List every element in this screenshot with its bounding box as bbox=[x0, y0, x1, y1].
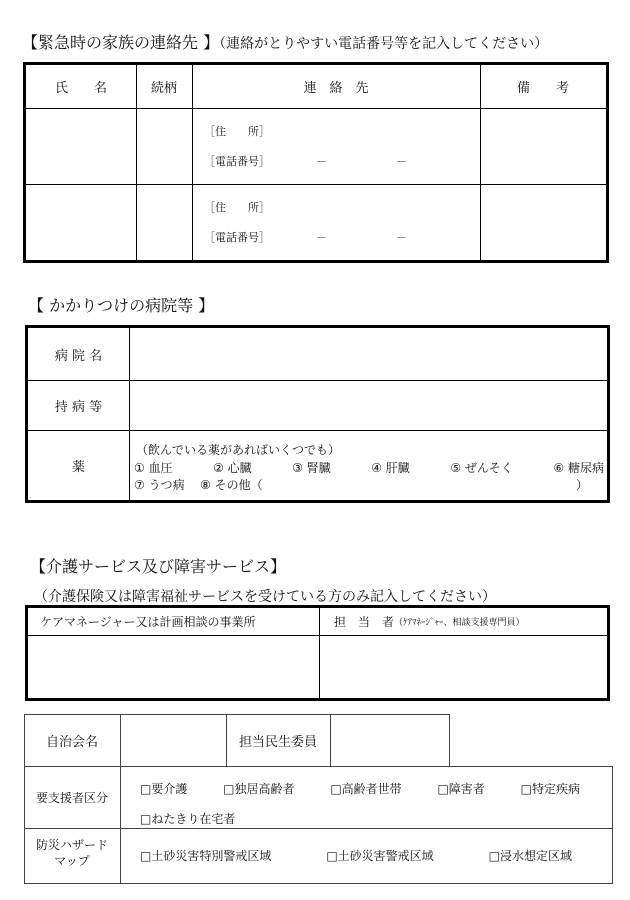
row1-phone-label: ［電話番号］ bbox=[204, 155, 270, 168]
hazard-map-label bbox=[24, 837, 120, 869]
support-checkbox[interactable]: □障害者 bbox=[437, 782, 485, 796]
care-staff-sub: （ｹｱﾏﾈｰｼﾞｬｰ、相談支援専門員） bbox=[394, 618, 525, 628]
medicine-option: ④ 肝臓 bbox=[371, 461, 410, 475]
medicine-option: ⑦ うつ病 bbox=[134, 478, 185, 492]
medicine-other-close: ） bbox=[576, 478, 589, 492]
row1-address-label: ［住 所］ bbox=[204, 125, 270, 138]
care-staff-main: 担 当 者 bbox=[334, 615, 395, 629]
emergency-title-text: 【緊急時の家族の連絡先 】 bbox=[22, 33, 220, 52]
emergency-table bbox=[23, 62, 609, 263]
support-checkbox[interactable]: □ねたきり在宅者 bbox=[140, 812, 236, 826]
medicine-option-other: ⑧ その他（ bbox=[200, 478, 263, 492]
row1-dash1: － bbox=[316, 155, 327, 168]
hazard-label-line2: マップ bbox=[54, 854, 90, 868]
header-contact: 連 絡 先 bbox=[303, 81, 369, 96]
row2-dash2: － bbox=[396, 231, 407, 244]
hazard-checkbox[interactable]: □土砂災害特別警戒区域 bbox=[140, 849, 272, 863]
hazard-checkbox[interactable]: □土砂災害警戒区域 bbox=[326, 849, 434, 863]
welfare-commissioner-label: 担当民生委員 bbox=[238, 734, 317, 750]
medicine-option: ③ 腎臓 bbox=[292, 461, 331, 475]
row1-dash2: － bbox=[396, 155, 407, 168]
medicine-label: 薬 bbox=[71, 459, 85, 475]
hospital-table bbox=[25, 325, 610, 503]
community-label: 自治会名 bbox=[45, 734, 98, 750]
emergency-note: （連絡がとりやすい電話番号等を記入してください） bbox=[219, 36, 549, 52]
support-checkbox[interactable]: □特定疾病 bbox=[520, 782, 580, 796]
care-office-header: ケアマネージャー又は計画相談の事業所 bbox=[40, 615, 256, 629]
care-note: （介護保険又は障害福祉サービスを受けている方のみ記入してください） bbox=[34, 589, 496, 605]
header-remarks: 備 考 bbox=[516, 81, 569, 96]
header-name: 氏 名 bbox=[54, 81, 107, 96]
hospital-title: 【 かかりつけの病院等 】 bbox=[28, 296, 215, 315]
medicine-options-line1 bbox=[134, 459, 604, 476]
row2-dash1: － bbox=[316, 231, 327, 244]
row2-address-label: ［住 所］ bbox=[204, 201, 270, 214]
illness-label: 持 病 等 bbox=[54, 399, 103, 415]
medicine-option: ① 血圧 bbox=[134, 461, 173, 475]
care-table bbox=[25, 605, 610, 701]
medicine-option: ⑤ ぜんそく bbox=[450, 461, 513, 475]
care-title: 【介護サービス及び障害サービス】 bbox=[30, 557, 287, 576]
support-options bbox=[140, 780, 580, 797]
hospital-name-label: 病 院 名 bbox=[54, 348, 103, 364]
medicine-option: ⑥ 糖尿病 bbox=[553, 461, 604, 475]
care-staff-header bbox=[334, 608, 525, 635]
support-category-label: 要支援者区分 bbox=[35, 790, 108, 805]
emergency-title bbox=[22, 30, 548, 53]
support-checkbox[interactable]: □要介護 bbox=[140, 782, 188, 796]
medicine-option: ② 心臓 bbox=[213, 461, 252, 475]
support-checkbox[interactable]: □高齢者世帯 bbox=[330, 782, 402, 796]
hazard-options bbox=[140, 847, 572, 864]
support-checkbox[interactable]: □独居高齢者 bbox=[223, 782, 295, 796]
hazard-checkbox[interactable]: □浸水想定区域 bbox=[488, 849, 572, 863]
hazard-label-line1: 防災ハザード bbox=[35, 838, 108, 852]
medicine-note: （飲んでいる薬があればいくつでも） bbox=[136, 443, 341, 457]
row2-phone-label: ［電話番号］ bbox=[204, 231, 270, 244]
header-relation: 続柄 bbox=[150, 81, 177, 96]
